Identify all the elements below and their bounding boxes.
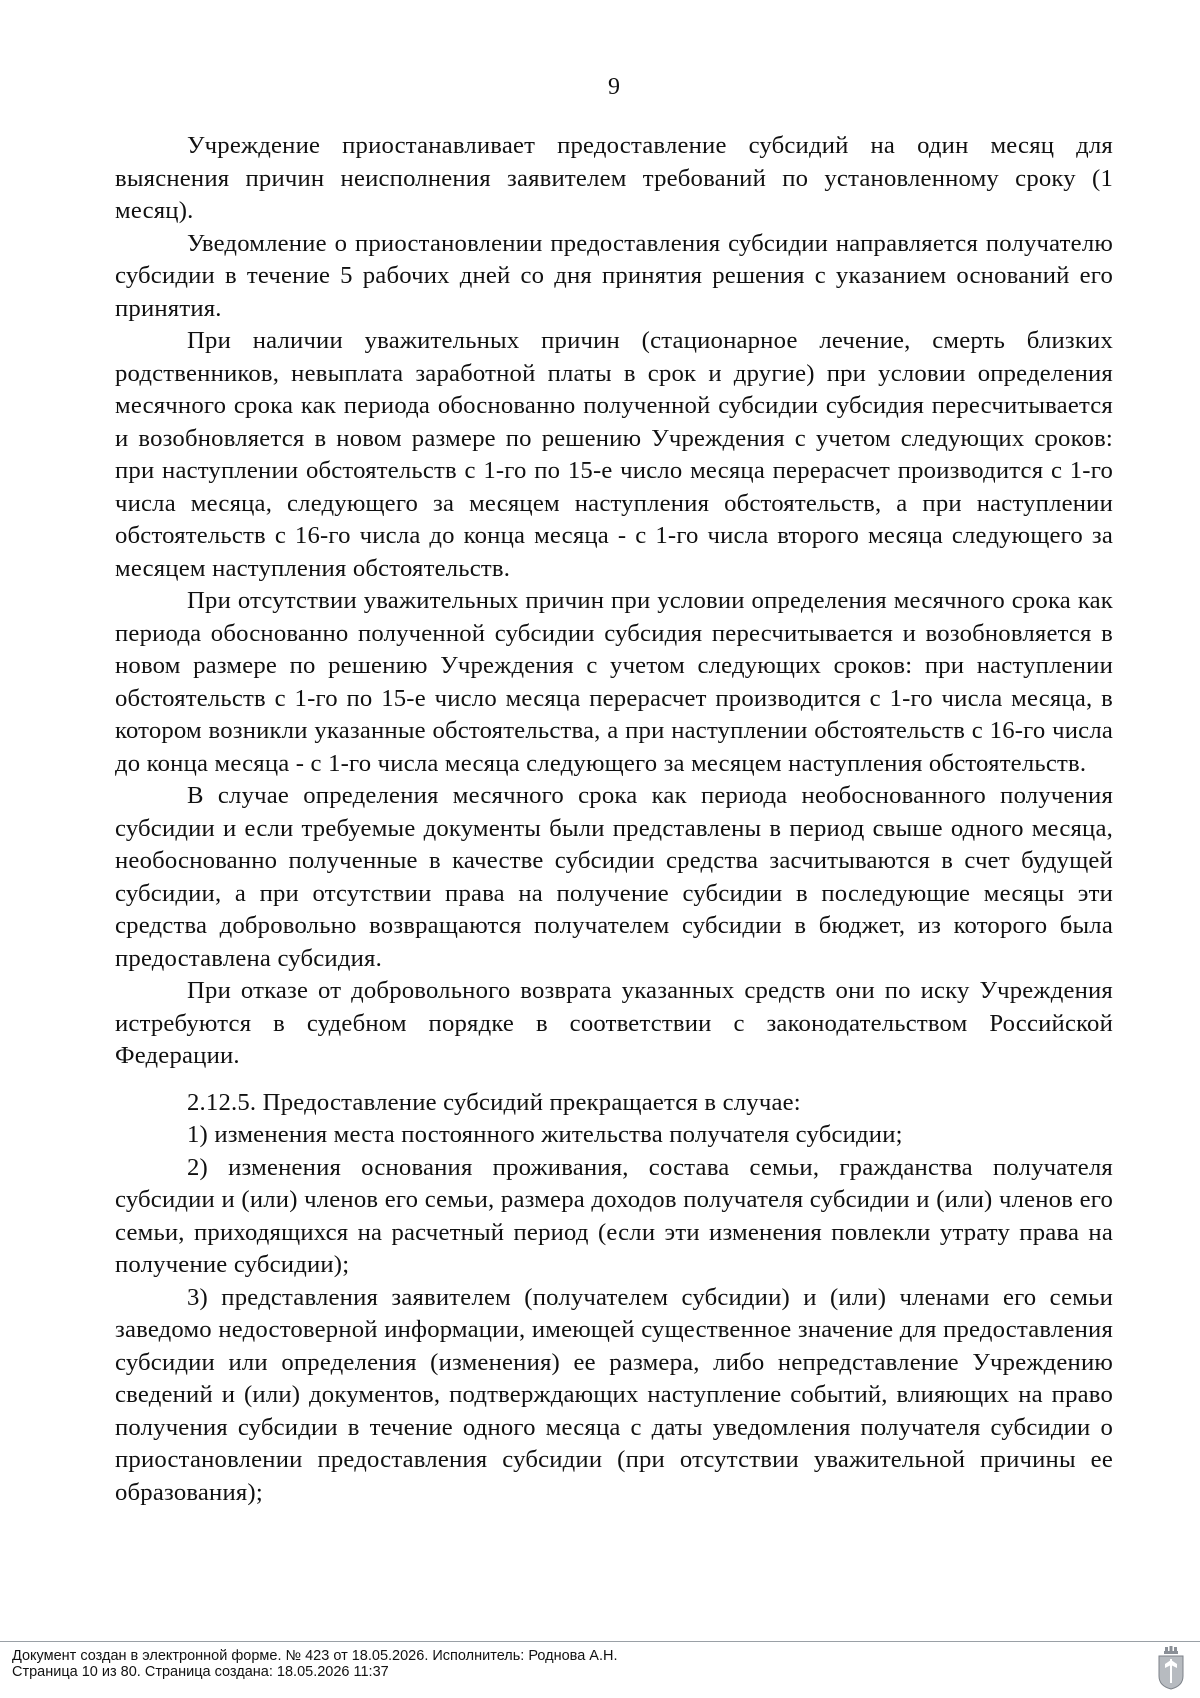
footer-document-info: Документ создан в электронной форме. № 423 от 18.05.2026. Исполнитель: Роднова А.Н. xyxy=(12,1648,618,1664)
paragraph-valid-reasons: При наличии уважительных причин (стационарное лечение, смерть близких родственников, невыплата заработной платы в срок и другие) при условии определения месячного срока как периода обоснованно полученной субсидии субсидия пересчитывается и возобновляется в новом размере по решению Учреждения с учетом следующих сроков: при наступлении обстоятельств с 1-го по 15-е число месяца перерасчет производится с 1-го числа месяца, следующего за месяцем наступления обстоятельств, а при наступлении обстоятельств с 16-го числа до конца месяца - с 1-го числа второго месяца следующего за месяцем наступления обстоятельств. xyxy=(115,327,1113,582)
document-footer xyxy=(12,1648,618,1680)
paragraph-notification: Уведомление о приостановлении предоставления субсидии направляется получателю субсидии в течение 5 рабочих дней со дня принятия решения с указанием оснований его принятия. xyxy=(115,229,1113,322)
paragraph-refusal-refund: При отказе от добровольного возврата указанных средств они по иску Учреждения истребуются в судебном порядке в соответствии с законодательством Российской Федерации. xyxy=(115,977,1113,1069)
paragraph-no-valid-reasons: При отсутствии уважительных причин при условии определения месячного срока как периода обоснованно полученной субсидии субсидия пересчитывается и возобновляется в новом размере по решению Учреждения с учетом следующих сроков: при наступлении обстоятельств с 1-го по 15-е число месяца перерасчет производится с 1-го числа месяца, в котором возникли указанные обстоятельства, а при наступлении обстоятельств с 16-го числа до конца месяца - с 1-го числа месяца следующего за месяцем наступления обстоятельств. xyxy=(115,587,1113,777)
page-number: 9 xyxy=(608,74,620,100)
paragraph-unjustified-receipt: В случае определения месячного срока как периода необоснованного получения субсидии и если требуемые документы были представлены в период свыше одного месяца, необоснованно полученные в качестве субсидии средства засчитываются в счет будущей субсидии, а при отсутствии права на получение субсидии в последующие месяцы эти средства добровольно возвращаются получателем субсидии в бюджет, из которого была предоставлена субсидия. xyxy=(115,782,1113,972)
footer-divider xyxy=(0,1641,1200,1642)
document-body xyxy=(115,130,1113,1509)
coat-of-arms-icon xyxy=(1156,1646,1186,1690)
list-item-1: 1) изменения места постоянного жительства получателя субсидии; xyxy=(187,1121,903,1148)
footer-page-info: Страница 10 из 80. Страница создана: 18.05.2026 11:37 xyxy=(12,1664,389,1680)
list-item-2: 2) изменения основания проживания, состава семьи, гражданства получателя субсидии и (или) членов его семьи, размера доходов получателя субсидии и (или) членов его семьи, приходящихся на расчетный период (если эти изменения повлекли утрату права на получение субсидии); xyxy=(115,1153,1113,1278)
section-heading-2-12-5: 2.12.5. Предоставление субсидий прекращается в случае: xyxy=(187,1088,801,1116)
list-item-3: 3) представления заявителем (получателем субсидии) и (или) членами его семьи заведомо недостоверной информации, имеющей существенное значение для предоставления субсидии или определения (изменения) ее размера, либо непредставление Учреждению сведений и (или) документов, подтверждающих наступление событий, влияющих на право получения субсидии в течение одного месяца с даты уведомления получателя субсидии о приостановлении предоставления субсидии (при отсутствии уважительной причины ее образования); xyxy=(115,1283,1113,1506)
paragraph-suspension: Учреждение приостанавливает предоставление субсидий на один месяц для выяснения причин неисполнения заявителем требований по установленному сроку (1 месяц). xyxy=(115,132,1113,224)
